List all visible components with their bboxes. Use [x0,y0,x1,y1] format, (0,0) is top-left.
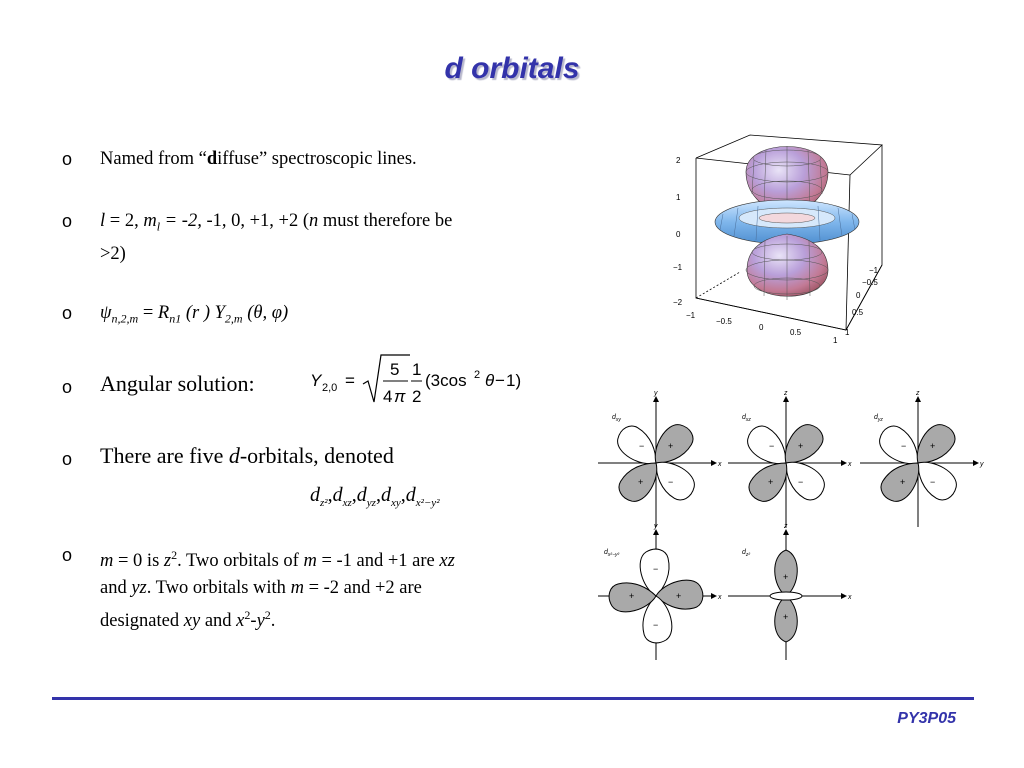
formula-y: Y [310,371,322,390]
bullet-text [100,300,288,333]
formula-den-1b: π [394,387,406,406]
text-run: and [200,611,237,632]
text-run: ψ [100,303,112,323]
text-run: y [256,611,265,632]
sign-plus: + [629,591,635,601]
sign-minus: − [639,441,645,451]
footer-code: PY3P05 [897,710,956,727]
text-bold: d [206,149,218,169]
text-run: There are five [100,443,229,468]
bullet-marker: o [62,449,73,469]
text-sub: 2,m [224,311,243,326]
text-run: m [290,578,304,599]
text-run: = 0 is [113,551,164,572]
x-tick: 0 [759,323,764,332]
orbital-label: $d_{x^2-y^2}$ [604,549,620,558]
formula-tail-d: 1) [506,371,522,390]
axis-label: z [784,523,788,530]
sign-minus: − [930,477,936,487]
sign-plus: + [798,441,804,451]
axis-label: x [848,461,852,468]
text-sub: n,2,m [111,311,139,326]
denote-base: d [380,484,391,506]
z-tick: 1 [676,193,681,202]
text-sup: 2 [171,548,178,562]
text-run: n [309,211,319,231]
z-tick: −1 [673,263,683,272]
text-run: (r ) [181,303,215,323]
formula-tail-minus: − [495,371,505,390]
text-run: yz [131,578,147,599]
text-run: >2) [100,243,126,264]
y-tick: 1 [845,328,850,337]
text-run: = -2 and +2 are [303,578,422,599]
denote-dyz [356,484,376,509]
sign-plus: + [783,612,789,622]
dz2-3d-plot [668,130,900,350]
text-sub: n1 [169,311,182,326]
text-run: m [143,211,157,231]
text-run: m [303,551,317,572]
text-run: xy [183,611,201,632]
axis-label: x [718,461,722,468]
z-tick: 2 [676,156,681,165]
text-run: x [236,611,245,632]
bullet-text [100,542,455,635]
bullet-marker: o [62,303,73,323]
orbital-label: $d_{yz}$ [874,414,883,423]
orbital-diagrams [592,388,992,663]
bullet-marker: o [62,377,73,397]
text-run: -orbitals, denoted [239,443,394,468]
formula-num-2: 1 [412,360,422,379]
text-sub: l [156,219,161,234]
sign-plus: + [768,477,774,487]
formula-tail-a: (3cos [425,371,467,390]
orbital-dyz [860,390,984,527]
text-run: m [100,551,114,572]
text-run: - [250,611,257,632]
denote-dxz [332,484,352,509]
sign-plus: + [783,572,789,582]
y-tick: −1 [869,266,879,275]
axis-label: y [654,390,658,397]
sign-minus: − [901,441,907,451]
sign-plus: + [676,591,682,601]
text-run: . Two orbitals of [177,551,304,572]
text-run: z [163,551,172,572]
bullet-text: Angular solution: [100,371,255,396]
y-tick: 0 [856,291,861,300]
y-tick: −0.5 [862,278,878,287]
text-run: = -2, [160,211,202,231]
denote-base: d [405,484,416,506]
text-run: and [100,578,132,599]
orbital-dx2-y2 [598,523,722,660]
denote-sub: z² [320,497,328,509]
bullet-text [100,208,452,268]
z-tick: −2 [673,298,683,307]
denote-dx2y2 [405,484,440,509]
bullet-marker: o [62,149,73,169]
sign-plus: + [930,441,936,451]
formula-tail-sup: 2 [474,369,481,381]
sign-plus: + [668,441,674,451]
sign-minus: − [653,564,659,574]
text-sup: 2 [264,608,271,623]
text-run: = [138,303,158,323]
x-tick: −0.5 [716,317,732,326]
text-run: designated [100,611,184,632]
y-tick: 0.5 [852,308,864,317]
bullet-text [100,146,417,173]
formula-equals: = [345,371,355,390]
formula-y-sub: 2,0 [322,382,338,394]
text-run: . [270,611,276,632]
denote-sub: xz [342,497,352,509]
text-run: R [157,303,170,323]
orbital-dz2 [728,523,852,660]
x-axis-ticks [686,311,838,345]
text-run: Y [214,303,225,323]
axis-label: x [718,594,722,601]
denote-base: d [332,484,343,506]
z-axis-ticks [673,156,683,307]
sign-plus: + [900,477,906,487]
text-run: Named from “ [100,149,207,169]
denote-sub: xy [390,497,401,509]
slide-title: d orbitals [444,52,580,85]
text-run: -1, 0, +1, +2 ( [201,211,310,231]
lower-lobe [746,234,828,300]
x-tick: −1 [686,311,696,320]
bullet-marker: o [62,211,73,231]
text-sup: 2 [244,608,251,623]
axis-label: z [916,390,920,397]
bullet-text [100,442,394,470]
text-run: = -1 and +1 are [316,551,440,572]
orbital-dxz [728,390,852,527]
formula-den-2: 2 [412,387,422,406]
text-run: l [100,211,106,231]
axis-label: y [980,461,984,468]
orbital-dxy [598,390,722,527]
orbital-denotation: $d_{z^2},d_{xz},d_{yz},d_{xy},d_{x^2-y^2}$ [310,484,440,509]
text-run: (θ, φ) [242,303,289,323]
denote-sub: yz [366,497,376,509]
sign-plus: + [638,477,644,487]
denote-dxy [380,484,401,509]
denote-dz2 [310,484,328,509]
axis-label: z [784,390,788,397]
text-run: . Two orbitals with [146,578,291,599]
sign-minus: − [798,477,804,487]
text-run: d [228,443,240,468]
text-run: = 2, [105,211,144,231]
z-tick: 0 [676,230,681,239]
x-tick: 0.5 [790,328,802,337]
orbital-label: $d_{xy}$ [612,414,621,423]
footer-divider [52,697,974,700]
formula-tail-theta: θ [485,371,495,390]
orbital-label: $d_{xz}$ [742,414,751,423]
formula-den-1a: 4 [383,387,393,406]
sign-minus: − [769,441,775,451]
axis-label: y [654,523,658,530]
denote-base: d [356,484,367,506]
denote-base: d [310,484,320,506]
text-run: xz [439,551,455,572]
formula-num-1: 5 [390,360,400,379]
sign-minus: − [668,477,674,487]
orbital-label: $d_{z^2}$ [742,549,751,558]
denote-sub: x²−y² [415,497,440,509]
text-run: iffuse” spectroscopic lines. [217,149,417,169]
angular-solution-formula [305,350,545,412]
sign-minus: − [653,620,659,630]
x-tick: 1 [833,336,838,345]
axis-label: x [848,594,852,601]
bullet-marker: o [62,545,73,565]
text-run: must therefore be [318,211,453,231]
